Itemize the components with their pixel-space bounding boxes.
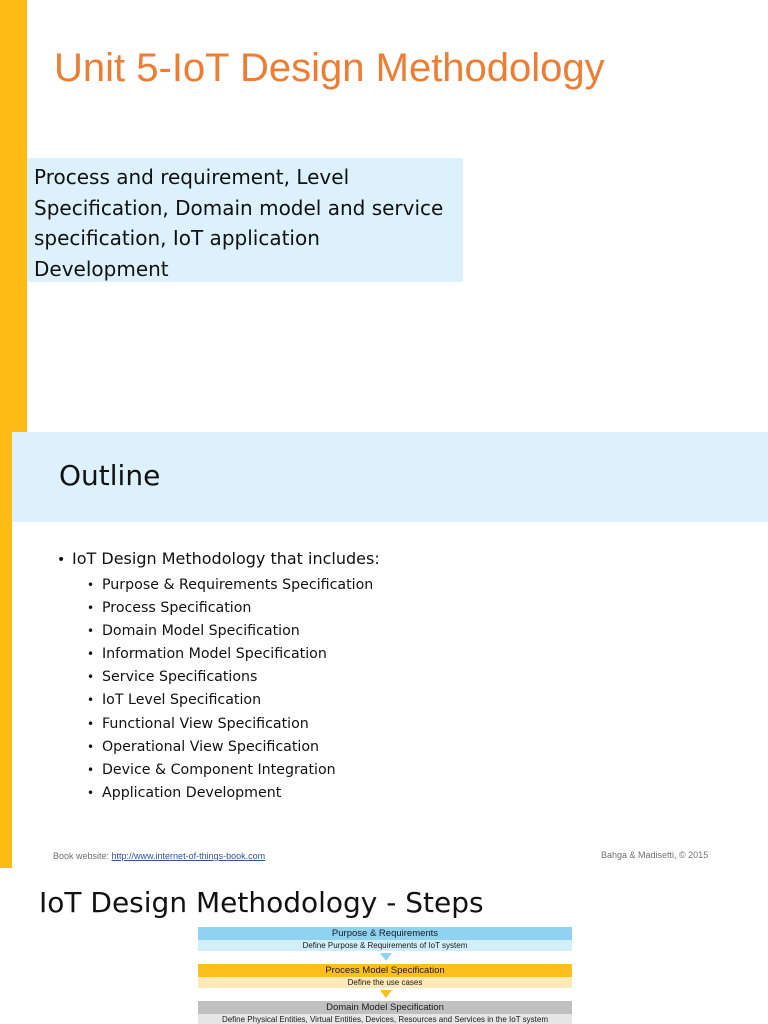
footer-prefix: Book website: [53, 851, 112, 861]
book-website-link[interactable]: http://www.internet-of-things-book.com [111, 851, 266, 861]
list-item [87, 736, 373, 759]
outline-intro [57, 549, 380, 568]
list-item-text: IoT Level Specification [102, 692, 262, 709]
list-item [87, 643, 373, 666]
step-purpose-requirements [198, 927, 572, 951]
bullet-icon: • [87, 578, 95, 592]
list-item-text: Functional View Specification [102, 715, 309, 732]
list-item [87, 620, 373, 643]
list-item [87, 597, 373, 620]
bullet-icon: • [87, 601, 95, 616]
bullet-icon: • [87, 693, 95, 708]
list-item-text: Service Specifications [102, 669, 258, 686]
steps-title: IoT Design Methodology - Steps [39, 886, 484, 919]
bullet-icon: • [87, 739, 95, 754]
footer-website [53, 851, 265, 861]
slide-steps [0, 868, 768, 1024]
step-description: Define Purpose & Requirements of IoT system [198, 940, 572, 951]
list-item-text: Purpose & Requirements Specification [102, 577, 374, 593]
outline-intro-text: IoT Design Methodology that includes: [72, 549, 380, 568]
step-description: Define the use cases [198, 977, 572, 988]
bullet-icon: • [87, 785, 95, 800]
step-process-model [198, 964, 572, 988]
bullet-icon: • [87, 647, 95, 662]
list-item [87, 713, 373, 736]
list-item [87, 759, 373, 782]
outline-heading: Outline [59, 459, 161, 492]
slide-outline [0, 432, 768, 868]
list-item [87, 666, 373, 689]
outline-list [87, 574, 373, 805]
arrow-down-icon [380, 990, 392, 998]
list-item-text: Operational View Specification [102, 738, 320, 755]
bullet-icon: • [87, 624, 95, 639]
list-item-text: Information Model Specification [102, 646, 327, 663]
accent-bar [0, 432, 12, 868]
list-item-text: Domain Model Specification [102, 623, 300, 640]
list-item-text: Application Development [102, 784, 282, 801]
bullet-icon: • [87, 716, 95, 731]
step-label: Domain Model Specification [198, 1001, 572, 1014]
footer-copyright: Bahga & Madisetti, © 2015 [601, 850, 709, 860]
slide-unit-title [0, 0, 768, 432]
step-label: Purpose & Requirements [198, 927, 572, 940]
bullet-icon: • [87, 762, 95, 777]
list-item-text: Device & Component Integration [102, 761, 336, 778]
arrow-down-icon [380, 953, 392, 961]
step-domain-model [198, 1001, 572, 1024]
step-label: Process Model Specification [198, 964, 572, 977]
list-item [87, 689, 373, 712]
bullet-icon: • [57, 552, 66, 568]
unit-title: Unit 5-IoT Design Methodology [54, 46, 605, 90]
accent-bar [0, 0, 27, 432]
list-item [87, 574, 373, 597]
list-item-text: Process Specification [102, 600, 252, 617]
bullet-icon: • [87, 670, 95, 685]
topics-box: Process and requirement, Level Specification, Domain model and service specification, IoT application Development [27, 158, 463, 282]
step-description: Define Physical Entities, Virtual Entities, Devices, Resources and Services in the IoT system [198, 1014, 572, 1024]
list-item [87, 782, 373, 805]
